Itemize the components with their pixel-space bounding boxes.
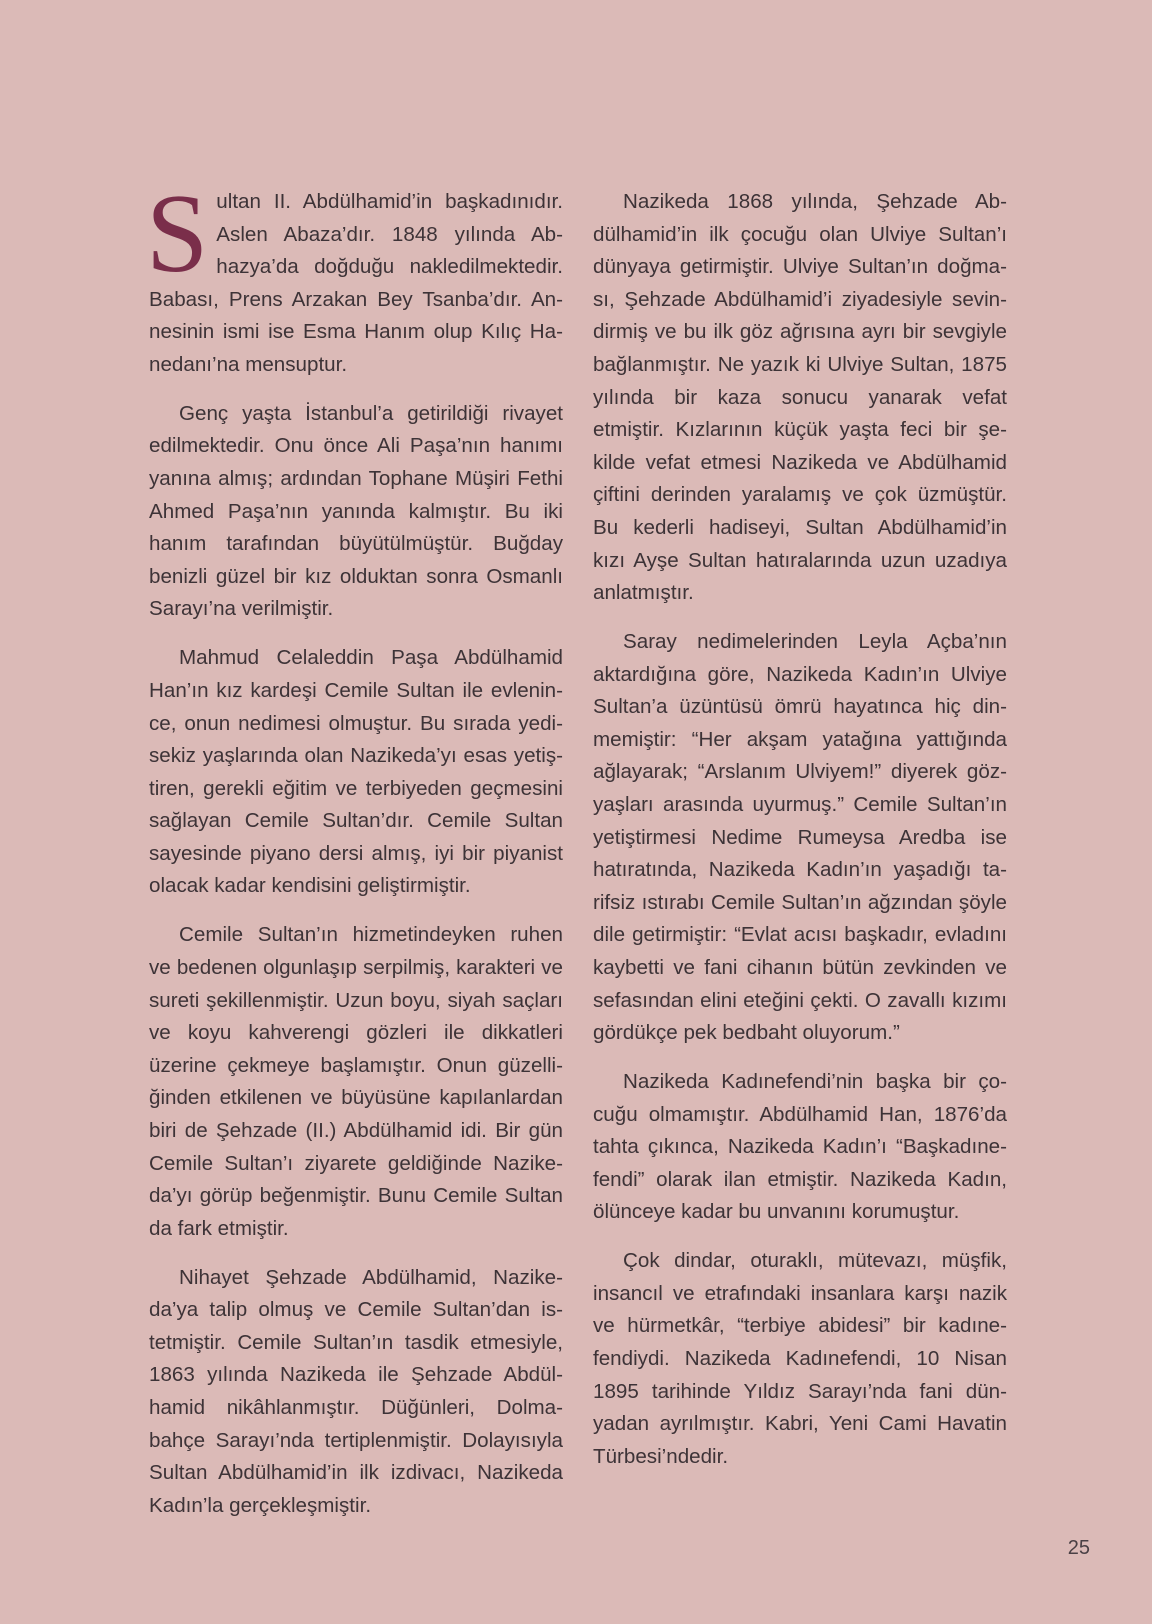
drop-cap: S (146, 172, 209, 296)
paragraph-ulviye-sultan: Nazikeda 1868 yılında, Şehzade Abdülhamid’in ilk çocuğu olan Ulviye Sultan’ı dünyaya getirmiştir. Ulviye Sultan’ın doğması, Şehzade Abdülhamid’i ziyadesiyle sevindirmiş ve bu ilk göz ağrısına ayrı bir sevgiyle bağlanmıştır. Ne yazık ki Ulviye Sultan, 1875 yılında bir kaza sonucu yanarak vefat etmiştir. Kızlarının küçük yaşta feci bir şekilde vefat etmesi Nazikeda ve Abdülhamid çiftini derinden yaralamış ve çok üzmüştür. Bu kederli hadiseyi, Sultan Abdülhamid’in kızı Ayşe Sultan hatıralarında uzun uzadıya anlatmıştır. (593, 190, 1007, 605)
right-column (593, 186, 1007, 1490)
paragraph-intro-text: ultan II. Abdülhamid’in başkadınıdır. Aslen Abaza’dır. 1848 yılında Abhazya’da doğduğu nakledilmektedir. Babası, Prens Arzakan Bey Tsanba’dır. Annesinin ismi ise Esma Hanım olup Kılıç Hanedanı’na mensuptur. (149, 190, 563, 376)
paragraph-baskadinefendi: Nazikeda Kadınefendi’nin başka bir çocuğu olmamıştır. Abdülhamid Han, 1876’da tahta çıkınca, Nazikeda Kadın’ı “Başkadınefendi” olarak ilan etmiştir. Nazikeda Kadın, ölünceye kadar bu unvanını korumuştur. (593, 1070, 1007, 1224)
paragraph-beauty: Cemile Sultan’ın hizmetindeyken ruhen ve bedenen olgunlaşıp serpilmiş, karakteri ve sureti şekillenmiştir. Uzun boyu, siyah saçları ve koyu kahverengi gözleri ile dikkatleri üzerine çekmeye başlamıştır. Onun güzelliğinden etkilenen ve büyüsüne kapılanlardan biri de Şehzade (II.) Abdülhamid idi. Bir gün Cemile Sultan’ı ziyarete geldiğinde Nazikeda’yı görüp beğenmiştir. Bunu Cemile Sultan da fark etmiştir. (149, 923, 563, 1240)
paragraph-istanbul: Genç yaşta İstanbul’a getirildiği rivayet edilmektedir. Onu önce Ali Paşa’nın hanımı yanına almış; ardından Tophane Müşiri Fethi Ahmed Paşa’nın yanında kalmıştır. Bu iki hanım tarafından büyütülmüştür. Buğday benizli güzel bir kız olduktan sonra Osmanlı Sarayı’na verilmiştir. (149, 401, 563, 621)
paragraph-cemile-sultan: Mahmud Celaleddin Paşa Abdülhamid Han’ın kız kardeşi Cemile Sultan ile evlenince, onun nedimesi olmuştur. Bu sırada yedi-sekiz yaşlarında olan Nazikeda’yı esas yetiştiren, gerekli eğitim ve terbiyeden geçmesini sağlayan Cemile Sultan’dır. Cemile Sultan sayesinde piyano dersi almış, iyi bir piyanist olacak kadar kendisini geliştirmiştir. (149, 646, 563, 898)
paragraph-leyla-acba: Saray nedimelerinden Leyla Açba’nın aktardığına göre, Nazikeda Kadın’ın Ulviye Sultan’a üzüntüsü ömrü hayatınca hiç dinmemiştir: “Her akşam yatağına yattığında ağlayarak; “Arslanım Ulviyem!” diyerek gözyaşları arasında uyurmuş.” Cemile Sultan’ın yetiştirmesi Nedime Rumeysa Aredba ise hatıratında, Nazikeda Kadın’ın yaşadığı tarifsiz ıstırabı Cemile Sultan’ın ağzından şöyle dile getirmiştir: “Evlat acısı başkadır, evladını kaybetti ve fani cihanın bütün zevkinden ve sefasından elini eteğini çekti. O zavallı kızımı gördükçe pek bedbaht oluyorum.” (593, 630, 1007, 1045)
left-column (146, 172, 563, 1539)
paragraph-marriage: Nihayet Şehzade Abdülhamid, Nazikeda’ya talip olmuş ve Cemile Sultan’dan istetmiştir. Cemile Sultan’ın tasdik etmesiyle, 1863 yılında Nazikeda ile Şehzade Abdülhamid nikâhlanmıştır. Düğünleri, Dolmabahçe Sarayı’nda tertiplenmiştir. Dolayısıyla Sultan Abdülhamid’in ilk izdivacı, Nazikeda Kadın’la gerçekleşmiştir. (149, 1265, 563, 1517)
paragraph-death: Çok dindar, oturaklı, mütevazı, müşfik, insancıl ve etrafındaki insanlara karşı nazik ve hürmetkâr, “terbiye abidesi” bir kadınefendiydi. Nazikeda Kadınefendi, 10 Nisan 1895 tarihinde Yıldız Sarayı’nda fani dünyadan ayrılmıştır. Kabri, Yeni Cami Havatin Türbesi’ndedir. (593, 1249, 1007, 1468)
page-number: 25 (1067, 1537, 1090, 1559)
paragraph-intro (146, 172, 563, 382)
